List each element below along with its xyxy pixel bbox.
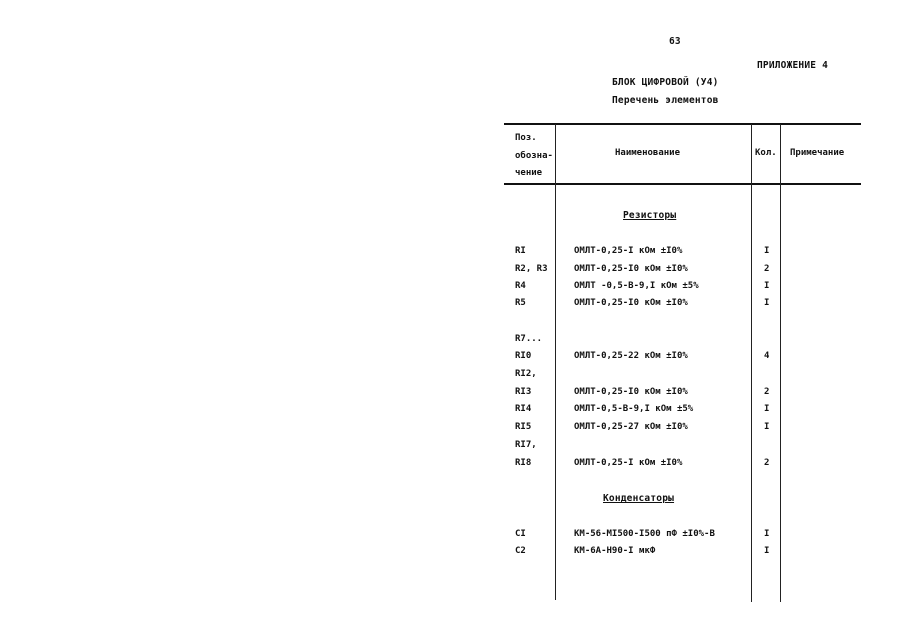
- section-title-resistors: Резисторы: [623, 210, 677, 221]
- row-position: RI0: [515, 351, 532, 361]
- row-qty: 4: [764, 351, 770, 361]
- row-name: КМ-56-МI500-I500 пФ ±I0%-В: [574, 529, 715, 539]
- table-header-rule: [504, 183, 861, 185]
- column-divider-qty: [780, 124, 781, 602]
- row-position: R7...: [515, 334, 543, 344]
- header-qty: Кол.: [755, 148, 777, 158]
- row-name: ОМЛТ-0,25-I0 кОм ±I0%: [574, 298, 688, 308]
- row-qty: I: [764, 422, 770, 432]
- header-name: Наименование: [615, 148, 681, 158]
- row-position: R2, R3: [515, 264, 548, 274]
- appendix-label: ПРИЛОЖЕНИЕ 4: [757, 60, 829, 71]
- row-name: ОМЛТ-0,25-I0 кОм ±I0%: [574, 387, 688, 397]
- row-qty: I: [764, 281, 770, 291]
- block-title: БЛОК ЦИФРОВОЙ (У4): [612, 77, 719, 88]
- row-name: ОМЛТ-0,25-27 кОм ±I0%: [574, 422, 688, 432]
- row-position: C2: [515, 546, 526, 556]
- row-qty: I: [764, 404, 770, 414]
- row-position: RI: [515, 246, 526, 256]
- row-name: ОМЛТ-0,25-22 кОм ±I0%: [574, 351, 688, 361]
- table-top-rule: [504, 123, 861, 125]
- column-divider-position: [555, 124, 556, 600]
- row-name: ОМЛТ-0,25-I0 кОм ±I0%: [574, 264, 688, 274]
- row-qty: I: [764, 529, 770, 539]
- row-position: RI3: [515, 387, 532, 397]
- column-divider-name: [751, 124, 752, 602]
- row-name: ОМЛТ -0,5-В-9,I кОм ±5%: [574, 281, 699, 291]
- header-note: Примечание: [790, 148, 845, 158]
- row-qty: I: [764, 298, 770, 308]
- list-title: Перечень элементов: [612, 95, 719, 106]
- row-qty: 2: [764, 264, 770, 274]
- section-title-capacitors: Конденсаторы: [603, 493, 675, 504]
- row-position: RI2,: [515, 369, 537, 379]
- row-position: R4: [515, 281, 526, 291]
- row-qty: 2: [764, 458, 770, 468]
- row-qty: I: [764, 546, 770, 556]
- row-name: КМ-6А-Н90-I мкФ: [574, 546, 656, 556]
- row-position: RI7,: [515, 440, 537, 450]
- page-number: 63: [669, 36, 681, 47]
- row-name: ОМЛТ-0,25-I кОм ±I0%: [574, 458, 683, 468]
- header-position: Поз. обозна- чение: [515, 133, 553, 178]
- row-position: RI4: [515, 404, 532, 414]
- row-name: ОМЛТ-0,25-I кОм ±I0%: [574, 246, 683, 256]
- row-name: ОМЛТ-0,5-В-9,I кОм ±5%: [574, 404, 694, 414]
- row-qty: I: [764, 246, 770, 256]
- row-position: RI8: [515, 458, 532, 468]
- row-qty: 2: [764, 387, 770, 397]
- row-position: CI: [515, 529, 526, 539]
- row-position: RI5: [515, 422, 532, 432]
- row-position: R5: [515, 298, 526, 308]
